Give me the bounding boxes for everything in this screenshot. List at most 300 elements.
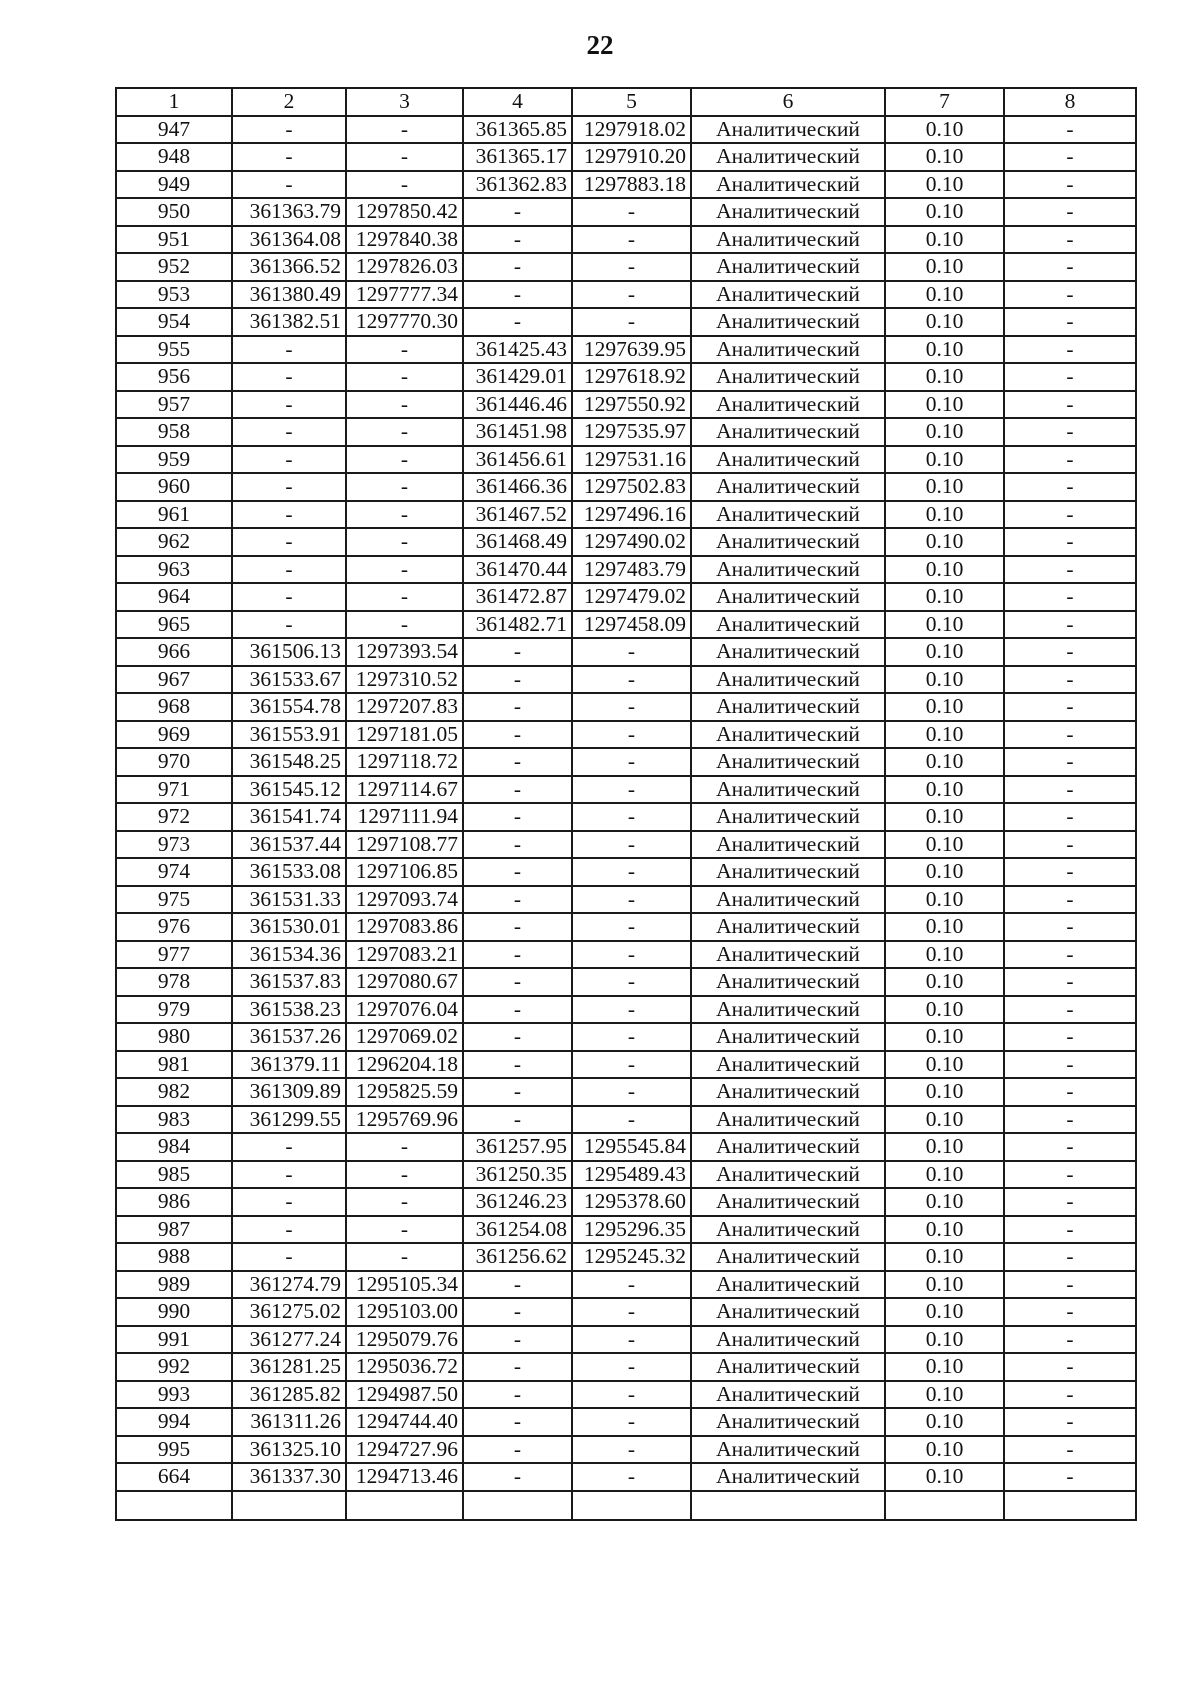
table-cell: - bbox=[1004, 638, 1136, 666]
table-cell: 361285.82 bbox=[232, 1381, 346, 1409]
table-row bbox=[116, 1353, 1136, 1381]
table-row bbox=[116, 1161, 1136, 1189]
table-row bbox=[116, 1051, 1136, 1079]
table-cell: 961 bbox=[116, 501, 232, 529]
table-cell: 361541.74 bbox=[232, 803, 346, 831]
table-cell: - bbox=[1004, 1161, 1136, 1189]
table-cell: - bbox=[1004, 473, 1136, 501]
table-cell: 985 bbox=[116, 1161, 232, 1189]
table-cell: 1297393.54 bbox=[346, 638, 463, 666]
table-row bbox=[116, 363, 1136, 391]
table-cell: 361277.24 bbox=[232, 1326, 346, 1354]
table-cell: 0.10 bbox=[885, 1023, 1004, 1051]
table-cell: - bbox=[572, 198, 691, 226]
table-cell: 0.10 bbox=[885, 528, 1004, 556]
table-cell: 969 bbox=[116, 721, 232, 749]
table-row bbox=[116, 1106, 1136, 1134]
table-cell: - bbox=[1004, 996, 1136, 1024]
table-cell: 1297114.67 bbox=[346, 776, 463, 804]
table-cell: 995 bbox=[116, 1436, 232, 1464]
table-cell: 0.10 bbox=[885, 171, 1004, 199]
table-cell: - bbox=[463, 308, 572, 336]
table-row bbox=[116, 913, 1136, 941]
table-cell: 950 bbox=[116, 198, 232, 226]
table-cell: 971 bbox=[116, 776, 232, 804]
table-cell: - bbox=[1004, 198, 1136, 226]
table-cell: - bbox=[346, 391, 463, 419]
table-row bbox=[116, 968, 1136, 996]
table-cell: 361446.46 bbox=[463, 391, 572, 419]
table-cell: - bbox=[463, 1353, 572, 1381]
table-cell: - bbox=[232, 1188, 346, 1216]
table-cell: 1295079.76 bbox=[346, 1326, 463, 1354]
table-cell: 361362.83 bbox=[463, 171, 572, 199]
table-cell: - bbox=[572, 666, 691, 694]
table-cell: Аналитический bbox=[691, 611, 885, 639]
table-cell: 664 bbox=[116, 1463, 232, 1491]
table-cell: 0.10 bbox=[885, 1326, 1004, 1354]
table-cell: 1297106.85 bbox=[346, 858, 463, 886]
table-row bbox=[116, 1436, 1136, 1464]
table-cell: 1295296.35 bbox=[572, 1216, 691, 1244]
table-cell bbox=[691, 1491, 885, 1520]
table-cell: 1297483.79 bbox=[572, 556, 691, 584]
table-cell: - bbox=[1004, 693, 1136, 721]
table-cell: Аналитический bbox=[691, 1353, 885, 1381]
column-header: 1 bbox=[116, 88, 232, 116]
table-cell: - bbox=[463, 831, 572, 859]
table-cell: - bbox=[572, 886, 691, 914]
table-cell: 0.10 bbox=[885, 418, 1004, 446]
table-cell: - bbox=[346, 171, 463, 199]
table-cell: Аналитический bbox=[691, 171, 885, 199]
table-cell: - bbox=[572, 1381, 691, 1409]
table-cell: - bbox=[232, 171, 346, 199]
table-cell: Аналитический bbox=[691, 556, 885, 584]
table-cell: - bbox=[463, 1106, 572, 1134]
table-cell: - bbox=[1004, 583, 1136, 611]
table-cell: 361537.83 bbox=[232, 968, 346, 996]
table-cell: - bbox=[346, 528, 463, 556]
table-cell: 975 bbox=[116, 886, 232, 914]
table-cell: Аналитический bbox=[691, 1326, 885, 1354]
table-cell: - bbox=[572, 638, 691, 666]
table-cell: - bbox=[1004, 611, 1136, 639]
coordinates-table bbox=[115, 87, 1137, 1521]
table-row bbox=[116, 611, 1136, 639]
table-cell: - bbox=[463, 968, 572, 996]
table-cell: 1297458.09 bbox=[572, 611, 691, 639]
table-row bbox=[116, 116, 1136, 144]
table-cell: 361309.89 bbox=[232, 1078, 346, 1106]
table-cell: 987 bbox=[116, 1216, 232, 1244]
table-cell: 1294744.40 bbox=[346, 1408, 463, 1436]
table-cell: 966 bbox=[116, 638, 232, 666]
table-cell: - bbox=[1004, 858, 1136, 886]
table-cell: 1295825.59 bbox=[346, 1078, 463, 1106]
table-cell: 1297502.83 bbox=[572, 473, 691, 501]
table-cell: - bbox=[232, 391, 346, 419]
table-cell: 0.10 bbox=[885, 1106, 1004, 1134]
table-cell: 953 bbox=[116, 281, 232, 309]
table-cell: - bbox=[1004, 171, 1136, 199]
table-row bbox=[116, 583, 1136, 611]
table-row bbox=[116, 226, 1136, 254]
table-cell: 948 bbox=[116, 143, 232, 171]
table-cell bbox=[1004, 1491, 1136, 1520]
table-row bbox=[116, 391, 1136, 419]
table-cell: - bbox=[463, 1381, 572, 1409]
table-cell: 0.10 bbox=[885, 391, 1004, 419]
table-cell: 0.10 bbox=[885, 1051, 1004, 1079]
table-cell: - bbox=[572, 308, 691, 336]
table-cell: - bbox=[572, 1106, 691, 1134]
table-cell: 1295489.43 bbox=[572, 1161, 691, 1189]
table-cell: - bbox=[232, 1243, 346, 1271]
table-cell: Аналитический bbox=[691, 116, 885, 144]
column-header: 6 bbox=[691, 88, 885, 116]
table-cell: 1297118.72 bbox=[346, 748, 463, 776]
table-cell: - bbox=[463, 1023, 572, 1051]
table-cell: 1294713.46 bbox=[346, 1463, 463, 1491]
table-row bbox=[116, 1216, 1136, 1244]
table-cell: - bbox=[346, 116, 463, 144]
table-cell: - bbox=[1004, 281, 1136, 309]
table-cell: - bbox=[463, 941, 572, 969]
column-header: 8 bbox=[1004, 88, 1136, 116]
table-cell: 0.10 bbox=[885, 1078, 1004, 1106]
table-cell: Аналитический bbox=[691, 253, 885, 281]
table-cell: 361554.78 bbox=[232, 693, 346, 721]
table-cell: - bbox=[463, 886, 572, 914]
table-cell: 983 bbox=[116, 1106, 232, 1134]
table-cell: 1295545.84 bbox=[572, 1133, 691, 1161]
table-cell: 0.10 bbox=[885, 1463, 1004, 1491]
table-cell: Аналитический bbox=[691, 638, 885, 666]
table-cell: 361365.85 bbox=[463, 116, 572, 144]
table-cell: - bbox=[572, 1051, 691, 1079]
table-cell: 0.10 bbox=[885, 1216, 1004, 1244]
table-cell: Аналитический bbox=[691, 528, 885, 556]
table-cell: 1297083.86 bbox=[346, 913, 463, 941]
table-cell: 973 bbox=[116, 831, 232, 859]
table-row bbox=[116, 473, 1136, 501]
table-cell bbox=[463, 1491, 572, 1520]
table-cell: 0.10 bbox=[885, 803, 1004, 831]
table-cell: Аналитический bbox=[691, 198, 885, 226]
table-cell: - bbox=[572, 693, 691, 721]
table-cell: 1297639.95 bbox=[572, 336, 691, 364]
table-cell: 0.10 bbox=[885, 253, 1004, 281]
table-cell: 960 bbox=[116, 473, 232, 501]
table-cell: 0.10 bbox=[885, 1353, 1004, 1381]
table-cell: 0.10 bbox=[885, 941, 1004, 969]
table-cell: - bbox=[572, 941, 691, 969]
table-cell: - bbox=[463, 1326, 572, 1354]
table-cell: Аналитический bbox=[691, 1243, 885, 1271]
table-cell: - bbox=[1004, 968, 1136, 996]
table-cell: - bbox=[572, 1078, 691, 1106]
table-row bbox=[116, 1326, 1136, 1354]
empty-table-row bbox=[116, 1491, 1136, 1520]
column-header: 5 bbox=[572, 88, 691, 116]
table-cell: Аналитический bbox=[691, 308, 885, 336]
table-cell: - bbox=[572, 1298, 691, 1326]
table-cell: 0.10 bbox=[885, 446, 1004, 474]
table-cell: 980 bbox=[116, 1023, 232, 1051]
table-cell: - bbox=[346, 1188, 463, 1216]
table-cell: 1297076.04 bbox=[346, 996, 463, 1024]
table-cell: 972 bbox=[116, 803, 232, 831]
table-cell: - bbox=[1004, 556, 1136, 584]
table-cell: - bbox=[1004, 116, 1136, 144]
table-cell: Аналитический bbox=[691, 1161, 885, 1189]
table-cell: Аналитический bbox=[691, 1436, 885, 1464]
table-row bbox=[116, 1463, 1136, 1491]
table-cell: Аналитический bbox=[691, 1381, 885, 1409]
table-cell: - bbox=[1004, 748, 1136, 776]
table-cell: - bbox=[1004, 1133, 1136, 1161]
table-cell: 1297111.94 bbox=[346, 803, 463, 831]
table-cell: - bbox=[463, 803, 572, 831]
table-cell bbox=[346, 1491, 463, 1520]
table-cell: - bbox=[1004, 1051, 1136, 1079]
table-cell: 0.10 bbox=[885, 198, 1004, 226]
table-cell: - bbox=[572, 1326, 691, 1354]
table-cell: 361366.52 bbox=[232, 253, 346, 281]
table-cell: - bbox=[1004, 363, 1136, 391]
table-cell: - bbox=[572, 721, 691, 749]
table-cell: Аналитический bbox=[691, 1298, 885, 1326]
column-header: 7 bbox=[885, 88, 1004, 116]
table-cell: Аналитический bbox=[691, 831, 885, 859]
table-cell: 1297770.30 bbox=[346, 308, 463, 336]
column-header: 4 bbox=[463, 88, 572, 116]
table-cell: 1297093.74 bbox=[346, 886, 463, 914]
table-cell: 0.10 bbox=[885, 308, 1004, 336]
table-row bbox=[116, 1023, 1136, 1051]
table-cell bbox=[116, 1491, 232, 1520]
table-cell: 989 bbox=[116, 1271, 232, 1299]
table-cell: 361380.49 bbox=[232, 281, 346, 309]
table-cell: Аналитический bbox=[691, 996, 885, 1024]
table-cell: 986 bbox=[116, 1188, 232, 1216]
table-cell: 361325.10 bbox=[232, 1436, 346, 1464]
table-cell: 1297531.16 bbox=[572, 446, 691, 474]
table-cell: Аналитический bbox=[691, 226, 885, 254]
table-cell: - bbox=[346, 473, 463, 501]
table-cell: 0.10 bbox=[885, 583, 1004, 611]
table-cell: - bbox=[572, 1353, 691, 1381]
table-cell: 361534.36 bbox=[232, 941, 346, 969]
table-cell: 1297850.42 bbox=[346, 198, 463, 226]
table-cell: - bbox=[1004, 1436, 1136, 1464]
table-row bbox=[116, 308, 1136, 336]
table-cell: Аналитический bbox=[691, 1023, 885, 1051]
table-cell: - bbox=[572, 776, 691, 804]
table-cell: - bbox=[346, 611, 463, 639]
table-cell: - bbox=[463, 721, 572, 749]
table-cell: - bbox=[346, 418, 463, 446]
table-cell: 361553.91 bbox=[232, 721, 346, 749]
table-cell: 361246.23 bbox=[463, 1188, 572, 1216]
table-cell: 1294987.50 bbox=[346, 1381, 463, 1409]
table-cell: - bbox=[1004, 226, 1136, 254]
table-row bbox=[116, 528, 1136, 556]
table-cell: - bbox=[346, 1161, 463, 1189]
table-cell: 1297310.52 bbox=[346, 666, 463, 694]
table-cell: 361538.23 bbox=[232, 996, 346, 1024]
table-cell: 0.10 bbox=[885, 1133, 1004, 1161]
table-row bbox=[116, 253, 1136, 281]
table-row bbox=[116, 501, 1136, 529]
table-cell: - bbox=[463, 226, 572, 254]
table-cell: 361274.79 bbox=[232, 1271, 346, 1299]
table-cell: 952 bbox=[116, 253, 232, 281]
table-cell: - bbox=[463, 1463, 572, 1491]
table-cell: - bbox=[346, 1133, 463, 1161]
table-cell: - bbox=[572, 996, 691, 1024]
table-cell: 951 bbox=[116, 226, 232, 254]
table-cell: 991 bbox=[116, 1326, 232, 1354]
table-cell: 0.10 bbox=[885, 363, 1004, 391]
table-cell: 361456.61 bbox=[463, 446, 572, 474]
table-cell: 361468.49 bbox=[463, 528, 572, 556]
table-cell: 1297083.21 bbox=[346, 941, 463, 969]
table-cell: 0.10 bbox=[885, 776, 1004, 804]
table-cell: Аналитический bbox=[691, 1408, 885, 1436]
table-cell: - bbox=[346, 446, 463, 474]
table-cell: - bbox=[463, 1436, 572, 1464]
table-cell: - bbox=[572, 1408, 691, 1436]
table-cell: - bbox=[1004, 391, 1136, 419]
table-cell: - bbox=[346, 363, 463, 391]
table-cell: 0.10 bbox=[885, 858, 1004, 886]
table-cell: - bbox=[463, 913, 572, 941]
table-cell: 1295036.72 bbox=[346, 1353, 463, 1381]
table-cell: 1297535.97 bbox=[572, 418, 691, 446]
table-cell: Аналитический bbox=[691, 913, 885, 941]
table-cell: 0.10 bbox=[885, 611, 1004, 639]
table-row bbox=[116, 666, 1136, 694]
table-cell: - bbox=[232, 336, 346, 364]
table-row bbox=[116, 1408, 1136, 1436]
table-cell: - bbox=[346, 1216, 463, 1244]
table-cell: 1297108.77 bbox=[346, 831, 463, 859]
table-row bbox=[116, 1298, 1136, 1326]
table-cell: 979 bbox=[116, 996, 232, 1024]
table-cell: - bbox=[463, 1408, 572, 1436]
table-cell: - bbox=[463, 776, 572, 804]
table-cell: 0.10 bbox=[885, 886, 1004, 914]
table-cell: 0.10 bbox=[885, 913, 1004, 941]
table-cell: Аналитический bbox=[691, 666, 885, 694]
table-row bbox=[116, 143, 1136, 171]
page-number: 22 bbox=[586, 30, 614, 60]
table-cell: Аналитический bbox=[691, 1271, 885, 1299]
table-cell: - bbox=[232, 528, 346, 556]
table-cell: - bbox=[572, 1463, 691, 1491]
table-cell: 361530.01 bbox=[232, 913, 346, 941]
table-cell: Аналитический bbox=[691, 501, 885, 529]
table-cell: 968 bbox=[116, 693, 232, 721]
header-row bbox=[116, 88, 1136, 116]
table-cell: - bbox=[572, 803, 691, 831]
table-cell: - bbox=[232, 143, 346, 171]
table-cell: - bbox=[572, 1436, 691, 1464]
table-cell: Аналитический bbox=[691, 281, 885, 309]
table-cell: Аналитический bbox=[691, 1133, 885, 1161]
table-cell: 988 bbox=[116, 1243, 232, 1271]
table-cell: Аналитический bbox=[691, 473, 885, 501]
table-cell: Аналитический bbox=[691, 1106, 885, 1134]
table-cell: 1297918.02 bbox=[572, 116, 691, 144]
table-cell: - bbox=[463, 1078, 572, 1106]
table-cell: 962 bbox=[116, 528, 232, 556]
table-cell: 977 bbox=[116, 941, 232, 969]
table-row bbox=[116, 748, 1136, 776]
table-cell: - bbox=[572, 831, 691, 859]
table-row bbox=[116, 831, 1136, 859]
table-cell: 361482.71 bbox=[463, 611, 572, 639]
table-cell: 361365.17 bbox=[463, 143, 572, 171]
table-cell: 0.10 bbox=[885, 1188, 1004, 1216]
table-cell: 361250.35 bbox=[463, 1161, 572, 1189]
table-cell: 361382.51 bbox=[232, 308, 346, 336]
table-cell: - bbox=[232, 1216, 346, 1244]
table-cell: 955 bbox=[116, 336, 232, 364]
table-cell bbox=[885, 1491, 1004, 1520]
table-cell: 993 bbox=[116, 1381, 232, 1409]
table-row bbox=[116, 886, 1136, 914]
table-cell: - bbox=[232, 116, 346, 144]
table-cell: - bbox=[232, 501, 346, 529]
table-cell: - bbox=[463, 638, 572, 666]
table-cell: 0.10 bbox=[885, 1243, 1004, 1271]
table-cell: - bbox=[463, 1051, 572, 1079]
table-cell: - bbox=[1004, 336, 1136, 364]
table-cell: 1297490.02 bbox=[572, 528, 691, 556]
table-cell: - bbox=[572, 858, 691, 886]
table-cell: - bbox=[463, 281, 572, 309]
column-header: 2 bbox=[232, 88, 346, 116]
table-cell: 0.10 bbox=[885, 226, 1004, 254]
table-cell: Аналитический bbox=[691, 941, 885, 969]
table-row bbox=[116, 198, 1136, 226]
table-cell: - bbox=[572, 1023, 691, 1051]
table-cell: - bbox=[1004, 666, 1136, 694]
table-cell: 1297069.02 bbox=[346, 1023, 463, 1051]
table-cell: - bbox=[572, 968, 691, 996]
table-cell: 0.10 bbox=[885, 556, 1004, 584]
table-row bbox=[116, 1078, 1136, 1106]
table-cell: - bbox=[1004, 1023, 1136, 1051]
table-cell: 0.10 bbox=[885, 336, 1004, 364]
table-cell: - bbox=[1004, 941, 1136, 969]
table-cell: - bbox=[232, 446, 346, 474]
table-cell: 1297207.83 bbox=[346, 693, 463, 721]
table-cell: - bbox=[463, 198, 572, 226]
table-cell: 0.10 bbox=[885, 116, 1004, 144]
table-cell: Аналитический bbox=[691, 391, 885, 419]
table-cell: - bbox=[346, 501, 463, 529]
table-cell: 0.10 bbox=[885, 968, 1004, 996]
table-cell: - bbox=[346, 1243, 463, 1271]
table-cell: Аналитический bbox=[691, 776, 885, 804]
table-cell: - bbox=[346, 336, 463, 364]
table-cell: - bbox=[346, 143, 463, 171]
table-cell: - bbox=[1004, 831, 1136, 859]
